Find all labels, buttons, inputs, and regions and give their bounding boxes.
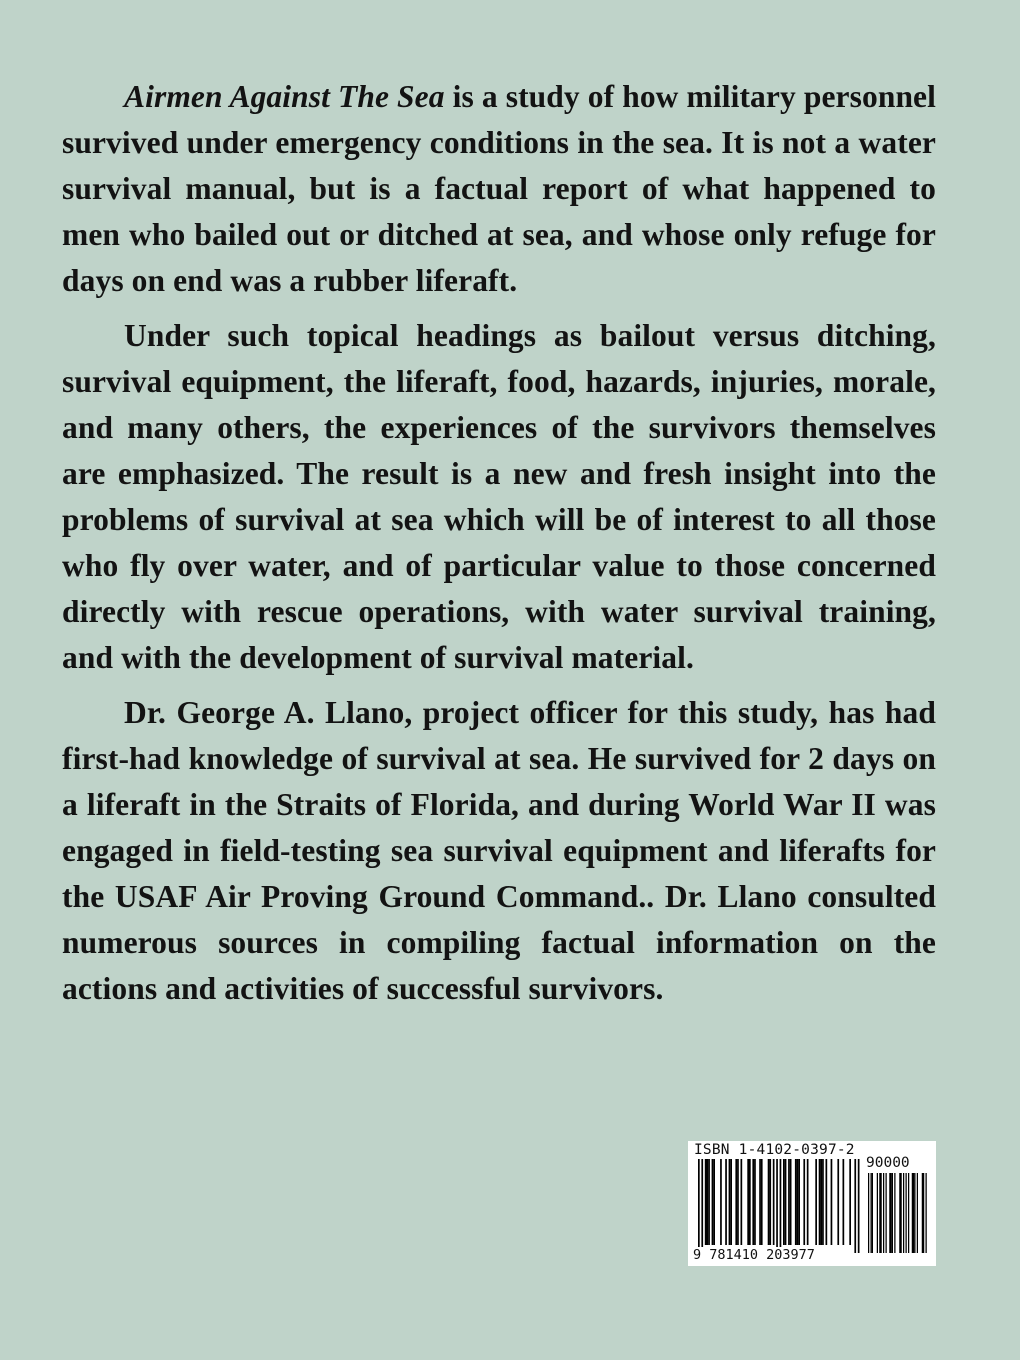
barcode-addon-bar — [922, 1173, 923, 1253]
barcode-addon-bar — [926, 1173, 927, 1253]
description-paragraph-1 — [62, 74, 936, 304]
barcode-bar — [749, 1159, 751, 1245]
barcode-addon-bar — [913, 1173, 914, 1253]
barcode-bar — [735, 1159, 737, 1245]
barcode-bar — [798, 1159, 800, 1245]
barcode-bar — [795, 1159, 797, 1245]
barcode-bar — [773, 1159, 775, 1245]
isbn-label: ISBN 1-4102-0397-2 — [694, 1142, 855, 1158]
barcode-addon-bar — [889, 1173, 890, 1253]
barcode-bar — [713, 1159, 715, 1245]
barcode-addon-bar — [914, 1173, 915, 1253]
barcode-bar — [780, 1159, 782, 1253]
barcode-addon-bar — [903, 1173, 904, 1253]
barcode-bar — [858, 1159, 860, 1253]
barcode-addon-bar — [881, 1173, 882, 1253]
description-text-block — [62, 74, 936, 1020]
barcode-bar — [807, 1159, 809, 1245]
barcode-addon-bar — [879, 1173, 880, 1253]
description-paragraph-1-text: is a study of how military personnel survived under emergency conditions in the sea. It is not a water survival manual, but is a factual report of what happened to men who bailed out or ditched at sea, and whose only refuge for days on end was a rubber liferaft. — [62, 79, 936, 298]
barcode-bar — [815, 1159, 817, 1245]
barcode-addon-bar — [883, 1173, 884, 1253]
barcode-bar — [759, 1159, 761, 1245]
book-title: Airmen Against The Sea — [124, 79, 445, 114]
barcode-addon-bar — [899, 1173, 900, 1253]
barcode-bar — [752, 1159, 754, 1245]
barcode-bar — [747, 1159, 749, 1245]
barcode-bar — [712, 1159, 714, 1245]
barcode-bar — [761, 1159, 763, 1245]
barcode-bar — [720, 1159, 722, 1245]
barcode-addon-bar — [906, 1173, 907, 1253]
author-bio-paragraph: Dr. George A. Llano, project officer for this study, has had first-had knowledge of survival at sea. He survived for 2 days on a liferaft in the Straits of Florida, and during World War II was engaged in field-testing sea survival equipment and liferafts for the USAF Air Proving Ground Command.. Dr. Llano consulted numerous sources in compiling factual information on the actions and activities of successful survivors. — [62, 695, 936, 1006]
barcode-bar — [776, 1159, 778, 1253]
barcode-bar — [725, 1159, 727, 1245]
barcode-bar — [843, 1159, 845, 1245]
barcode-bar — [701, 1159, 703, 1253]
barcode-addon-bar — [871, 1173, 872, 1253]
barcode-bar — [854, 1159, 856, 1253]
isbn-barcode — [688, 1141, 936, 1266]
barcode-bar — [754, 1159, 756, 1245]
barcode-bar — [768, 1159, 770, 1245]
barcode-bar — [737, 1159, 739, 1245]
barcode-bar — [826, 1159, 828, 1245]
barcode-bar — [730, 1159, 732, 1245]
barcode-addon-code: 90000 — [866, 1155, 910, 1171]
barcode-addon-bar — [877, 1173, 878, 1253]
barcode-addon-bar — [894, 1173, 895, 1253]
barcode-bar — [741, 1159, 743, 1245]
barcode-addon-bar — [886, 1173, 887, 1253]
barcode-bar — [803, 1159, 805, 1245]
barcode-bar — [707, 1159, 709, 1245]
barcode-bar — [729, 1159, 731, 1245]
description-paragraph-2: Under such topical headings as bailout versus ditching, survival equipment, the liferaft, food, hazards, injuries, morale, and many others, the experiences of the survivors themselves are emphasized. The result is a new and fresh insight into the problems of survival at sea which will be of interest to all those who fly over water, and of particular value to those concerned directly with rescue operations, with water survival training, and with the development of survival material. — [62, 318, 936, 675]
barcode-bar — [783, 1159, 785, 1245]
ean-digits: 9 781410 203977 — [693, 1247, 815, 1263]
barcode-bar — [788, 1159, 790, 1245]
barcode-bar — [831, 1159, 833, 1245]
barcode-bar — [849, 1159, 851, 1245]
barcode-bar — [797, 1159, 799, 1245]
barcode-bar — [820, 1159, 822, 1245]
barcode-bar — [705, 1159, 707, 1245]
barcode-addon-bar — [892, 1173, 893, 1253]
barcode-addon-bar — [908, 1173, 909, 1253]
barcode-addon-bar — [912, 1173, 913, 1253]
barcode-addon-bar — [891, 1173, 892, 1253]
barcode-addon-bar — [923, 1173, 924, 1253]
barcode-bar — [822, 1159, 824, 1245]
barcode-bar — [698, 1159, 700, 1253]
barcode-bar — [708, 1159, 710, 1245]
barcode-bar — [819, 1159, 821, 1245]
barcode-bar — [790, 1159, 792, 1245]
barcode-bar — [837, 1159, 839, 1245]
barcode-addon-bar — [872, 1173, 873, 1253]
barcode-addon-bar — [917, 1173, 918, 1253]
barcode-bar — [769, 1159, 771, 1245]
barcode-addon-bar — [901, 1173, 902, 1253]
barcode-bar — [785, 1159, 787, 1245]
barcode-addon-bar — [868, 1173, 869, 1253]
